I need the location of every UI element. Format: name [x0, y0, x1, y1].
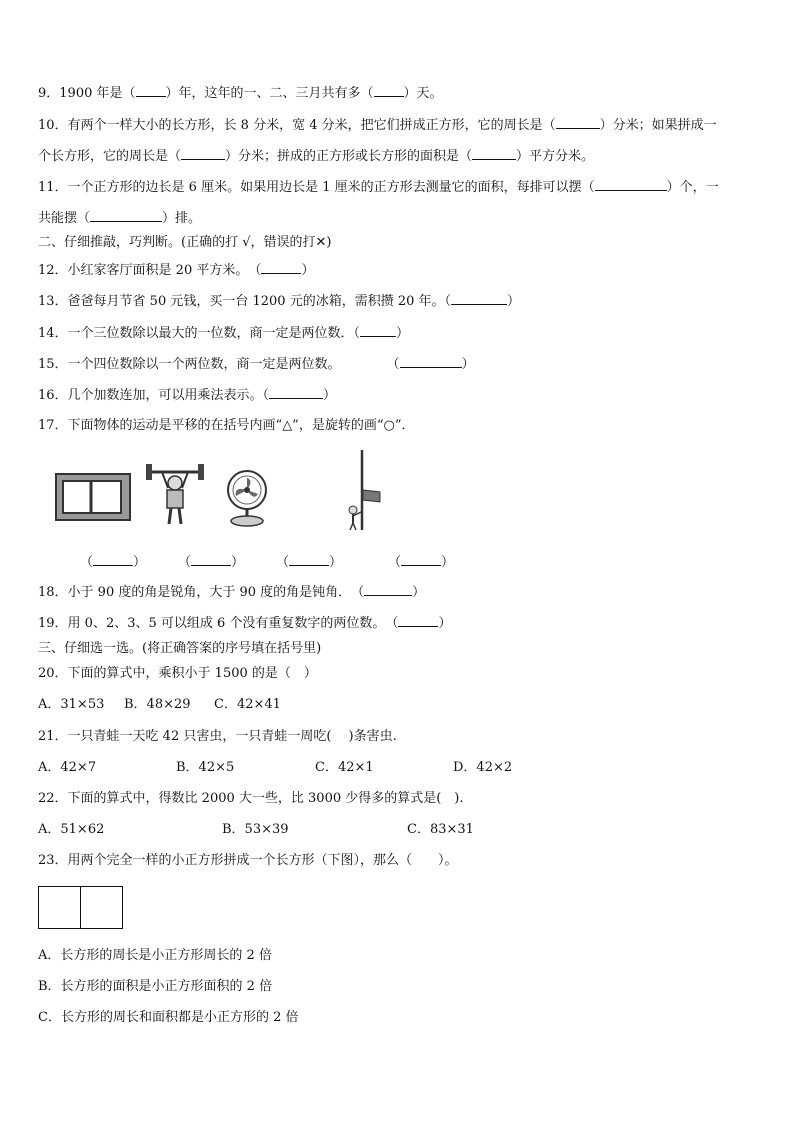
q19-text-a: 19．用 0、2、3、5 可以组成 6 个没有重复数字的两位数。 （	[38, 616, 399, 631]
q23-option-b[interactable]: B．长方形的面积是小正方形面积的 2 倍	[38, 979, 273, 994]
question-16	[38, 386, 336, 404]
q10-text-e: ）平方分米。	[516, 149, 595, 164]
question-19	[38, 614, 451, 632]
q11-text-a: 11．一个正方形的边长是 6 厘米。如果用边长是 1 厘米的正方形去测量它的面积，每排可以摆（	[38, 180, 595, 195]
question-12	[38, 261, 314, 279]
q22-option-a[interactable]: A．51×62	[38, 822, 105, 837]
q10-text-b: ）分米；如果拼成一	[599, 118, 717, 133]
q15-text-c: ）	[461, 357, 475, 372]
question-21-stem: 21．一只青蛙一天吃 42 只害虫，一只青蛙一周吃( )条害虫.	[38, 729, 397, 744]
q15-text-b: （	[386, 357, 400, 372]
q23-option-c[interactable]: C．长方形的周长和面积都是小正方形的 2 倍	[38, 1010, 299, 1025]
q11-text-c: 共能摆（	[38, 211, 91, 226]
q17-answer-2: （ ）	[178, 555, 245, 570]
q17-blank-1[interactable]	[93, 553, 133, 566]
q19-text-b: ）	[438, 616, 452, 631]
q16-text-b: ）	[323, 388, 337, 403]
q16-blank[interactable]	[269, 386, 323, 399]
q17-answer-1: （ ）	[80, 555, 147, 570]
q10-text-d: ）分米；拼成的正方形或长方形的面积是（	[225, 149, 473, 164]
q9-blank-2[interactable]	[374, 84, 404, 97]
question-10-line-1	[38, 116, 717, 134]
q18-text-a: 18．小于 90 度的角是锐角，大于 90 度的角是钝角． （	[38, 585, 365, 600]
q10-blank-3[interactable]	[472, 147, 516, 160]
q13-text-b: ）	[507, 294, 521, 309]
q9-text-c: ）天。	[403, 86, 443, 101]
question-23-stem: 23．用两个完全一样的小正方形拼成一个长方形（下图），那么（ ）。	[38, 853, 458, 868]
q22-option-c[interactable]: C．83×31	[407, 822, 474, 837]
electric-fan-picture	[224, 468, 270, 528]
q20-option-b[interactable]: B．48×29	[124, 697, 191, 712]
q10-blank-1[interactable]	[556, 116, 600, 129]
weightlifter-picture	[144, 462, 206, 528]
q23-square-right	[80, 886, 123, 929]
q10-text-a: 10．有两个一样大小的长方形，长 8 分米，宽 4 分米，把它们拼成正方形，它的周长是（	[38, 118, 556, 133]
q21-option-b[interactable]: B．42×5	[176, 760, 235, 775]
q21-option-d[interactable]: D．42×2	[453, 760, 513, 775]
q21-option-c[interactable]: C．42×1	[315, 760, 374, 775]
question-20-stem: 20．下面的算式中，乘积小于 1500 的是（ ）	[38, 666, 317, 681]
q18-blank[interactable]	[364, 583, 412, 596]
q12-blank[interactable]	[261, 261, 301, 274]
q11-text-b: ）个，一	[666, 180, 719, 195]
q17-answer-4: （ ）	[388, 555, 455, 570]
q20-option-a[interactable]: A．31×53	[38, 697, 105, 712]
question-15	[38, 355, 475, 373]
flag-raising-picture	[340, 448, 384, 532]
q9-text-b: ）年，这年的一、二、三月共有多（	[165, 86, 374, 101]
q13-blank[interactable]	[451, 292, 507, 305]
q17-blank-4[interactable]	[401, 553, 441, 566]
q11-blank-1[interactable]	[595, 178, 667, 191]
q10-text-c: 个长方形，它的周长是（	[38, 149, 182, 164]
q23-square-left	[38, 886, 81, 929]
q17-blank-3[interactable]	[289, 553, 329, 566]
section-2-heading: 二、仔细推敲，巧判断。(正确的打 √，错误的打✕)	[38, 235, 332, 250]
q9-blank-1[interactable]	[136, 84, 166, 97]
sliding-window-picture	[54, 472, 132, 522]
question-10-line-2	[38, 147, 594, 165]
q20-option-c[interactable]: C．42×41	[214, 697, 281, 712]
q9-text-a: 9．1900 年是（	[38, 86, 136, 101]
q11-text-d: ）排。	[162, 211, 202, 226]
q13-text-a: 13．爸爸每月节省 50 元钱，买一台 1200 元的冰箱，需积攒 20 年。（	[38, 294, 452, 309]
question-9	[38, 84, 443, 102]
q14-text-a: 14．一个三位数除以最大的一位数，商一定是两位数．（	[38, 326, 361, 341]
q12-text-a: 12．小红家客厅面积是 20 平方米。 （	[38, 263, 262, 278]
question-11-line-2	[38, 209, 201, 227]
question-14	[38, 324, 409, 342]
q23-option-a[interactable]: A．长方形的周长是小正方形周长的 2 倍	[38, 948, 272, 963]
q14-blank[interactable]	[360, 324, 396, 337]
q12-text-b: ）	[301, 263, 315, 278]
question-18	[38, 583, 425, 601]
q18-text-b: ）	[412, 585, 426, 600]
q21-option-a[interactable]: A．42×7	[38, 760, 97, 775]
question-11-line-1	[38, 178, 719, 196]
question-17: 17．下面物体的运动是平移的在括号内画“△”，是旋转的画“○”．	[38, 418, 415, 433]
q15-text-a: 15．一个四位数除以一个两位数，商一定是两位数。	[38, 357, 341, 372]
q10-blank-2[interactable]	[181, 147, 225, 160]
q17-answer-3: （ ）	[276, 555, 343, 570]
q16-text-a: 16．几个加数连加，可以用乘法表示。（	[38, 388, 270, 403]
question-22-stem: 22．下面的算式中，得数比 2000 大一些，比 3000 少得多的算式是( ).	[38, 791, 464, 806]
question-13	[38, 292, 520, 310]
section-3-heading: 三、仔细选一选。(将正确答案的序号填在括号里)	[38, 641, 322, 656]
q17-blank-2[interactable]	[191, 553, 231, 566]
q11-blank-2[interactable]	[90, 209, 162, 222]
q22-option-b[interactable]: B．53×39	[222, 822, 289, 837]
q14-text-b: ）	[396, 326, 410, 341]
q19-blank[interactable]	[398, 614, 438, 627]
q15-blank[interactable]	[400, 355, 462, 368]
